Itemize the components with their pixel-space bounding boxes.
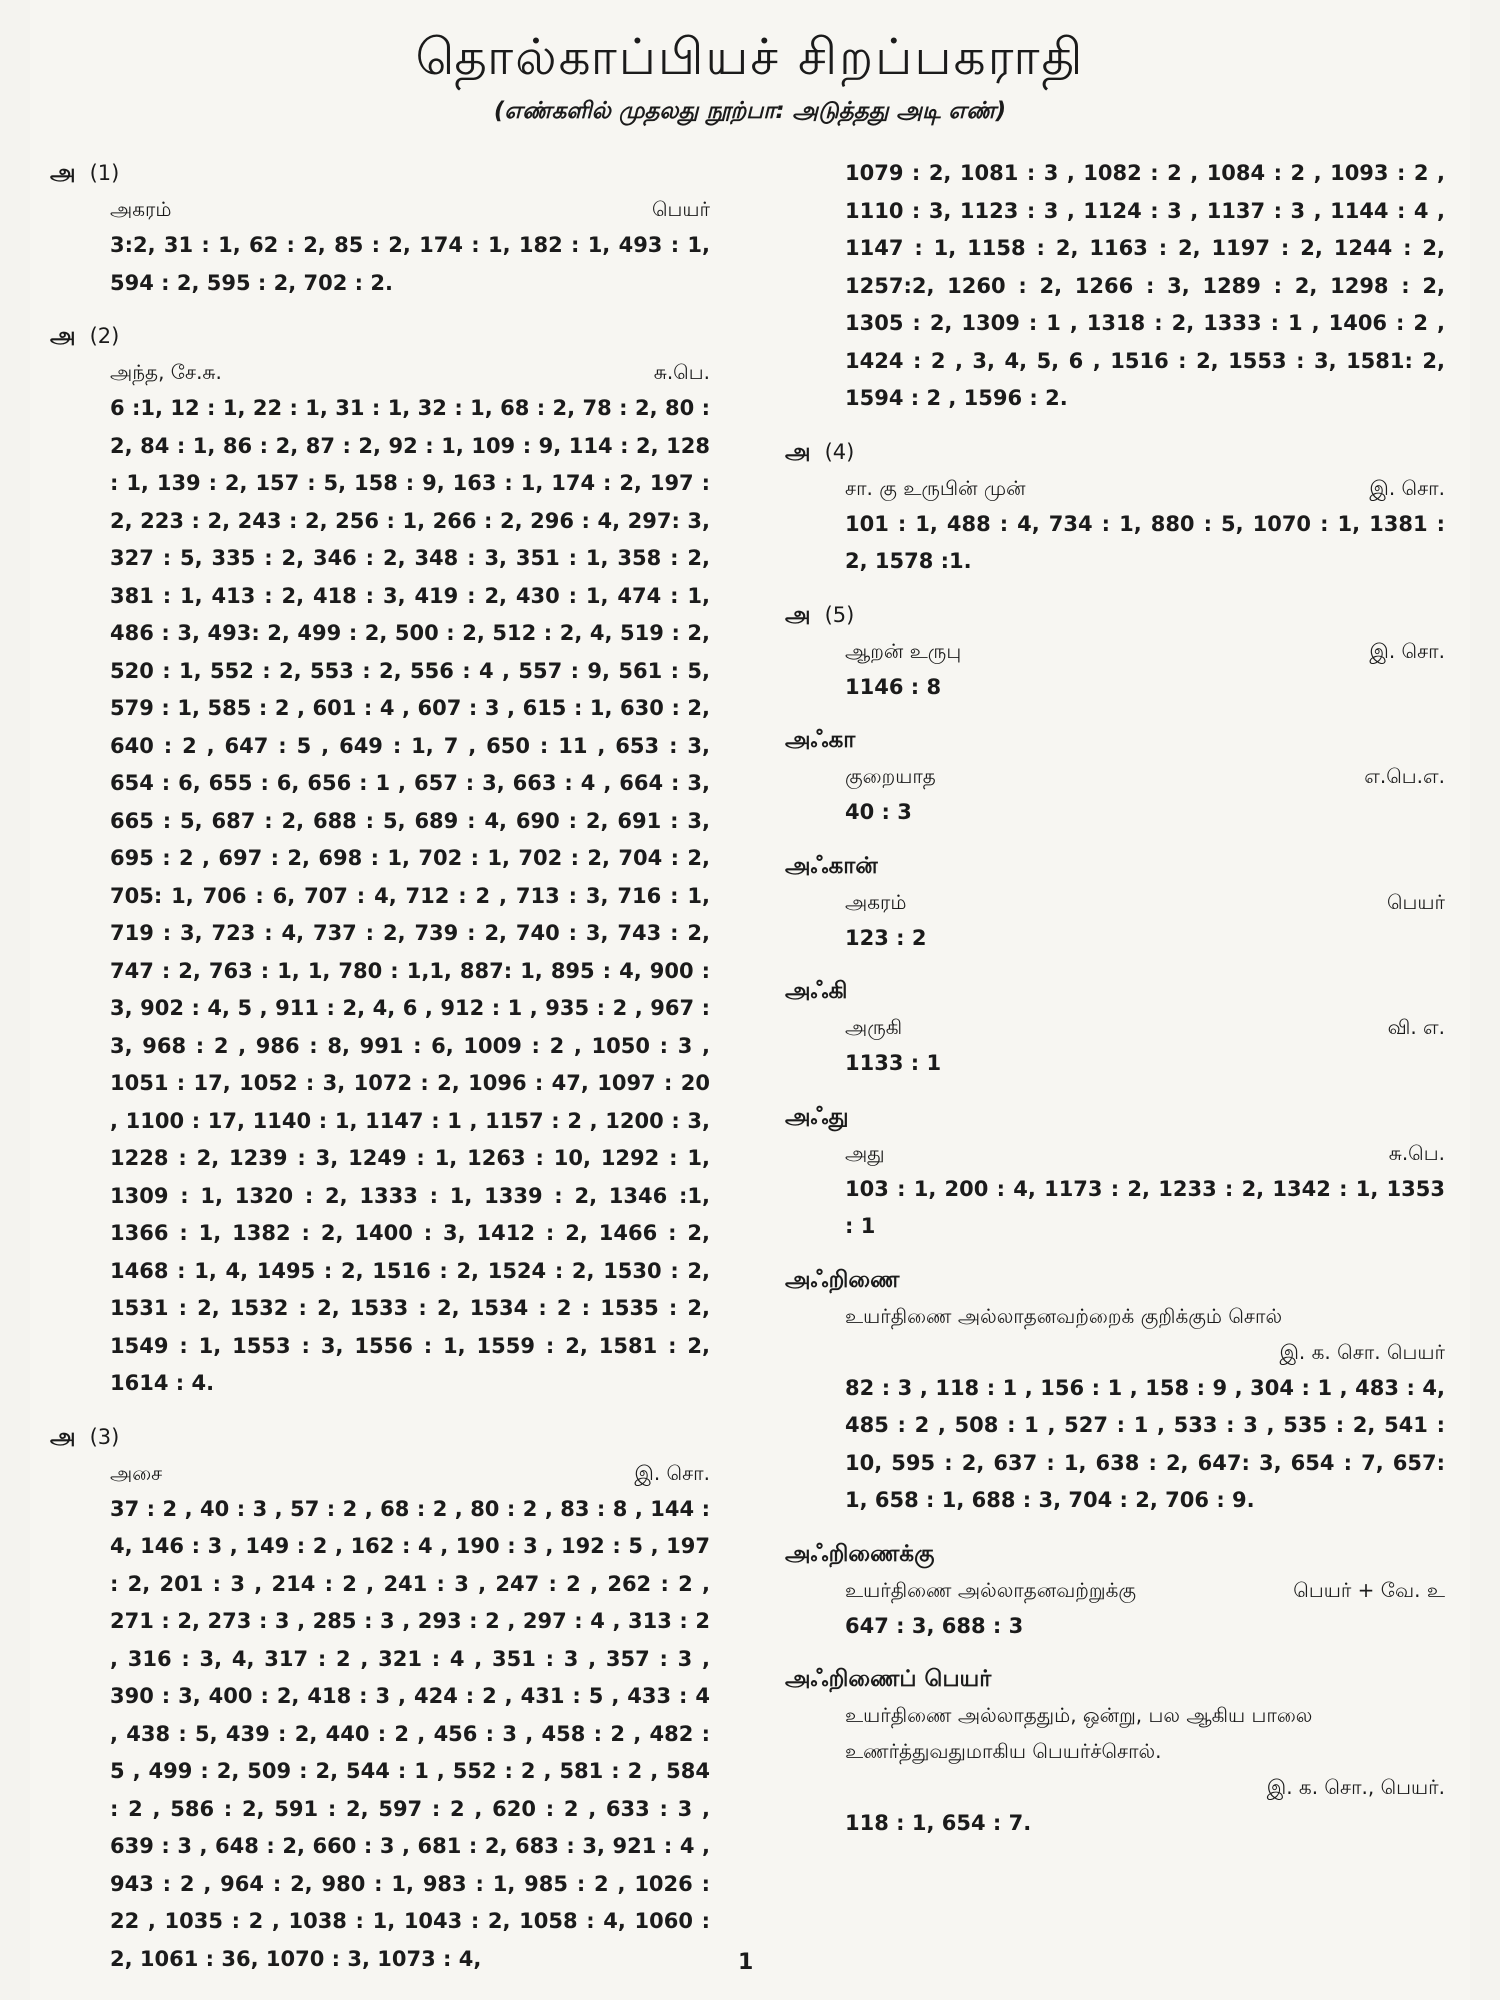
entry-meaning-row: [785, 758, 1445, 794]
reference-list: 1133 : 1: [845, 1051, 942, 1075]
entry-akrinai-peyar: [785, 1661, 1445, 1843]
reference-list: 118 : 1, 654 : 7.: [845, 1811, 1032, 1835]
meaning: அசை: [110, 1460, 163, 1485]
grammar-tag: இ. க. சொ. பெயர்: [1279, 1339, 1445, 1364]
left-column: [50, 155, 710, 1994]
meaning: அகரம்: [845, 889, 907, 914]
entry-a-5: [785, 597, 1445, 707]
reference-list: 3:2, 31 : 1, 62 : 2, 85 : 2, 174 : 1, 182 : 1, 493 : 1, 594 : 2, 595 : 2, 702 : 2.: [110, 233, 710, 295]
page-number: 1: [738, 1950, 754, 1975]
reference-list: 37 : 2 , 40 : 3 , 57 : 2 , 68 : 2 , 80 : 2 , 83 : 8 , 144 : 4, 146 : 3 , 149 : 2 , 162 : 4 , 190 : 3 , 192 : 5 , 197 : 2, 201 : 3 , 214 : 2 , 241 : 3 , 247 : 2 , 262 : 2 , 271 : 2, 273 : 3 , 285 : 3 , 293 : 2 , 297 : 4 , 313 : 2 , 316 : 3, 4, 317 : 2 , 321 : 4 , 351 : 3 , 357 : 3 , 390 : 3, 400 : 2, 418 : 3 , 424 : 2 , 431 : 5 , 433 : 4 , 438 : 5, 439 : 2, 440 : 2 , 456 : 3 , 458 : 2 , 482 : 5 , 499 : 2, 509 : 2, 544 : 1 , 552 : 2 , 581 : 2 , 584 : 2 , 586 : 2, 591 : 2, 597 : 2 , 620 : 2 , 633 : 3 , 639 : 3 , 648 : 2, 660 : 3 , 681 : 2, 683 : 3, 921 : 4 , 943 : 2 , 964 : 2, 980 : 1, 983 : 1, 985 : 2 , 1026 : 22 , 1035 : 2 , 1038 : 1, 1043 : 2, 1058 : 4, 1060 : 2, 1061 : 36, 1070 : 3, 1073 : 4,: [110, 1496, 710, 1971]
reference-list: 101 : 1, 488 : 4, 734 : 1, 880 : 5, 1070 : 1, 1381 : 2, 1578 :1.: [845, 511, 1445, 573]
grammar-tag: இ. சொ.: [634, 1460, 710, 1485]
entry-meaning-row: [785, 470, 1445, 506]
page-subtitle: (எண்களில் முதலது நூற்பா: அடுத்தது அடி எண்): [493, 98, 1007, 124]
right-column: [785, 155, 1445, 1859]
reference-list: 647 : 3, 688 : 3: [845, 1613, 1024, 1638]
meaning: அது: [845, 1140, 885, 1165]
headword: அ (1): [50, 160, 120, 186]
grammar-tag: சு.பெ.: [1388, 1140, 1445, 1165]
headword: அஃகான்: [785, 852, 878, 879]
reference-list: 1079 : 2, 1081 : 3 , 1082 : 2 , 1084 : 2 , 1093 : 2 , 1110 : 3, 1123 : 3 , 1124 : 3 , 1137 : 3 , 1144 : 4 , 1147 : 1, 1158 : 2, 1163 : 2, 1197 : 2, 1244 : 2, 1257:2, 1260 : 2, 1266 : 3, 1289 : 2, 1298 : 2, 1305 : 2, 1309 : 1 , 1318 : 2, 1333 : 1 , 1406 : 2 , 1424 : 2 , 3, 4, 5, 6 , 1516 : 2, 1553 : 3, 1581: 2, 1594 : 2 , 1596 : 2.: [845, 161, 1445, 410]
entry-meaning-row: [785, 1572, 1445, 1608]
grammar-tag: பெயர்: [1386, 889, 1445, 914]
headword: அஃறிணைக்கு: [785, 1540, 935, 1567]
entry-meaning-row: [785, 884, 1445, 920]
grammar-tag: எ.பெ.எ.: [1364, 764, 1445, 788]
page-title: தொல்காப்பியச் சிறப்பகராதி: [415, 28, 1085, 86]
entry-a-3: [50, 1419, 710, 1979]
headword: அஃகா: [785, 727, 856, 753]
headword: அ (3): [50, 1423, 120, 1450]
entry-meaning-row: [50, 354, 710, 390]
meaning: சா. கு உருபின் முன்: [845, 475, 1026, 500]
entry-a-2: [50, 318, 710, 1403]
entry-a-4: [785, 434, 1445, 581]
reference-list: 82 : 3 , 118 : 1 , 156 : 1 , 158 : 9 , 304 : 1 , 483 : 4, 485 : 2 , 508 : 1 , 527 : 1 , 533 : 3 , 535 : 2, 541 : 10, 595 : 2, 637 : 1, 638 : 2, 647: 3, 654 : 7, 657: 1, 658 : 1, 688 : 3, 704 : 2, 706 : 9.: [845, 1375, 1445, 1512]
meaning: குறையாத: [845, 764, 936, 788]
reference-list: 40 : 3: [845, 800, 912, 824]
entry-a-3-continued: [785, 155, 1445, 418]
entry-akrinai: [785, 1262, 1445, 1520]
entry-meaning-row: [50, 191, 710, 227]
page-header: [0, 22, 1500, 128]
grammar-tag: பெயர்: [651, 197, 710, 221]
headword: அஃறிணைப் பெயர்: [785, 1666, 992, 1692]
grammar-tag: இ. க. சொ., பெயர்.: [1266, 1775, 1445, 1799]
grammar-tag: சு.பெ.: [653, 360, 710, 384]
headword: அ (5): [785, 601, 855, 628]
grammar-tag: வி. எ.: [1387, 1015, 1445, 1039]
entry-akrinaikku: [785, 1536, 1445, 1646]
entry-akthu: [785, 1099, 1445, 1246]
entry-akki: [785, 973, 1445, 1083]
headword: அ (2): [50, 323, 120, 349]
grammar-tag: பெயர் + வே. உ: [1293, 1577, 1445, 1602]
meaning: உயர்திணை அல்லாதனவற்றுக்கு: [845, 1577, 1137, 1602]
entry-meaning-row: [785, 1009, 1445, 1045]
entry-akkan: [785, 848, 1445, 958]
entry-meaning-row: [785, 633, 1445, 669]
headword: அஃகி: [785, 978, 848, 1004]
entry-meaning-row: [785, 1135, 1445, 1171]
reference-list: 123 : 2: [845, 925, 927, 950]
entry-a-1: [50, 155, 710, 302]
gloss: உயர்திணை அல்லாததும், ஒன்று, பல ஆகிய பாலை உணர்த்துவதுமாகிய பெயர்ச்சொல்.: [845, 1703, 1313, 1763]
headword: அஃறிணை: [785, 1266, 900, 1293]
entry-meaning-row: [50, 1455, 710, 1491]
headword: அஃது: [785, 1103, 849, 1130]
entry-akka: [785, 722, 1445, 832]
reference-list: 103 : 1, 200 : 4, 1173 : 2, 1233 : 2, 1342 : 1, 1353 : 1: [845, 1176, 1445, 1238]
reference-list: 1146 : 8: [845, 674, 942, 699]
meaning: அருகி: [845, 1015, 903, 1039]
headword: அ (4): [785, 438, 855, 465]
meaning: ஆறன் உருபு: [845, 638, 962, 663]
reference-list: 6 :1, 12 : 1, 22 : 1, 31 : 1, 32 : 1, 68 : 2, 78 : 2, 80 : 2, 84 : 1, 86 : 2, 87 : 2, 92 : 1, 109 : 9, 114 : 2, 128 : 1, 139 : 2, 157 : 5, 158 : 9, 163 : 1, 174 : 2, 197 : 2, 223 : 2, 243 : 2, 256 : 1, 266 : 2, 296 : 4, 297: 3, 327 : 5, 335 : 2, 346 : 2, 348 : 3, 351 : 1, 358 : 2, 381 : 1, 413 : 2, 418 : 3, 419 : 2, 430 : 1, 474 : 1, 486 : 3, 493: 2, 499 : 2, 500 : 2, 512 : 2, 4, 519 : 2, 520 : 1, 552 : 2, 553 : 2, 556 : 4 , 557 : 9, 561 : 5, 579 : 1, 585 : 2 , 601 : 4 , 607 : 3 , 615 : 1, 630 : 2, 640 : 2 , 647 : 5 , 649 : 1, 7 , 650 : 11 , 653 : 3, 654 : 6, 655 : 6, 656 : 1 , 657 : 3, 663 : 4 , 664 : 3, 665 : 5, 687 : 2, 688 : 5, 689 : 4, 690 : 2, 691 : 3, 695 : 2 , 697 : 2, 698 : 1, 702 : 1, 702 : 2, 704 : 2, 705: 1, 706 : 6, 707 : 4, 712 : 2 , 713 : 3, 716 : 1, 719 : 3, 723 : 4, 737 : 2, 739 : 2, 740 : 3, 743 : 2, 747 : 2, 763 : 1, 1, 780 : 1,1, 887: 1, 895 : 4, 900 : 3, 902 : 4, 5 , 911 : 2, 4, 6 , 912 : 1 , 935 : 2 , 967 : 3, 968 : 2 , 986 : 8, 991 : 6, 1009 : 2 , 1050 : 3 , 1051 : 17, 1052 : 3, 1072 : 2, 1096 : 47, 1097 : 20 , 1100 : 17, 1140 : 1, 1147 : 1 , 1157 : 2 , 1200 : 3, 1228 : 2, 1239 : 3, 1249 : 1, 1263 : 10, 1292 : 1, 1309 : 1, 1320 : 2, 1333 : 1, 1339 : 2, 1346 :1, 1366 : 1, 1382 : 2, 1400 : 3, 1412 : 2, 1466 : 2, 1468 : 1, 4, 1495 : 2, 1516 : 2, 1524 : 2, 1530 : 2, 1531 : 2, 1532 : 2, 1533 : 2, 1534 : 2 : 1535 : 2, 1549 : 1, 1553 : 3, 1556 : 1, 1559 : 2, 1581 : 2, 1614 : 4.: [110, 396, 710, 1395]
grammar-tag: இ. சொ.: [1369, 475, 1445, 500]
meaning: அகரம்: [110, 197, 172, 221]
meaning: அந்த, சே.சு.: [110, 360, 222, 384]
gloss: உயர்திணை அல்லாதனவற்றைக் குறிக்கும் சொல்: [845, 1303, 1283, 1328]
grammar-tag: இ. சொ.: [1369, 638, 1445, 663]
